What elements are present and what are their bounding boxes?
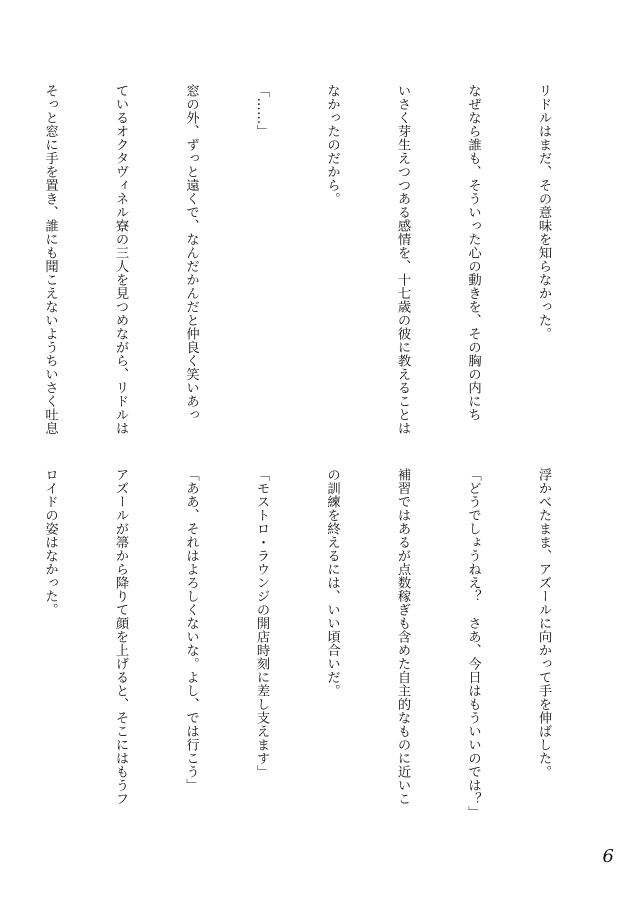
text-line: 「モストロ・ラウンジの開店時刻に差し支えます」 [254,468,269,779]
text-line: ロイドの姿はなかった。 [42,468,58,617]
text-line: なかったのだから。 [324,84,340,206]
text-line: アズールが箒から降りて顔を上げると、そこにはもうフ [113,468,128,806]
text-line: 「ああ、それはよろしくないな。よし、では行こう」 [183,468,199,792]
text-line: 「……」 [254,84,269,138]
text-line: リドルはまだ、その意味を知らなかった。 [536,84,551,341]
text-block-top [0,84,602,436]
text-line: 「どうでしょうねえ？ さあ、今日はもういいのでは？」 [465,468,481,819]
text-line: ているオクタヴィネル寮の三人を見つめながら、リドルは [113,84,128,435]
text-line: なぜなら誰も、そういった心の動きを、その胸の内にち [465,84,481,422]
text-line: の訓練を終えるには、いい頃合いだ。 [324,468,340,698]
text-line: 浮かべたまま、アズールに向かって手を伸ばした。 [536,468,551,779]
text-line: 補習ではあるが点数稼ぎも含めた自主的なものに近いこ [395,468,410,806]
text-line: そっと窓に手を置き、誰にも聞こえないようちいさく吐息 [42,84,58,435]
text-block-bottom [0,468,602,820]
text-line: 窓の外、ずっと遠くで、なんだかんだと仲良く笑いあっ [183,84,199,422]
text-line: いさく芽生えつつある感情を、十七歳の彼に教えることは [395,84,410,435]
page-number: 6 [602,846,614,867]
